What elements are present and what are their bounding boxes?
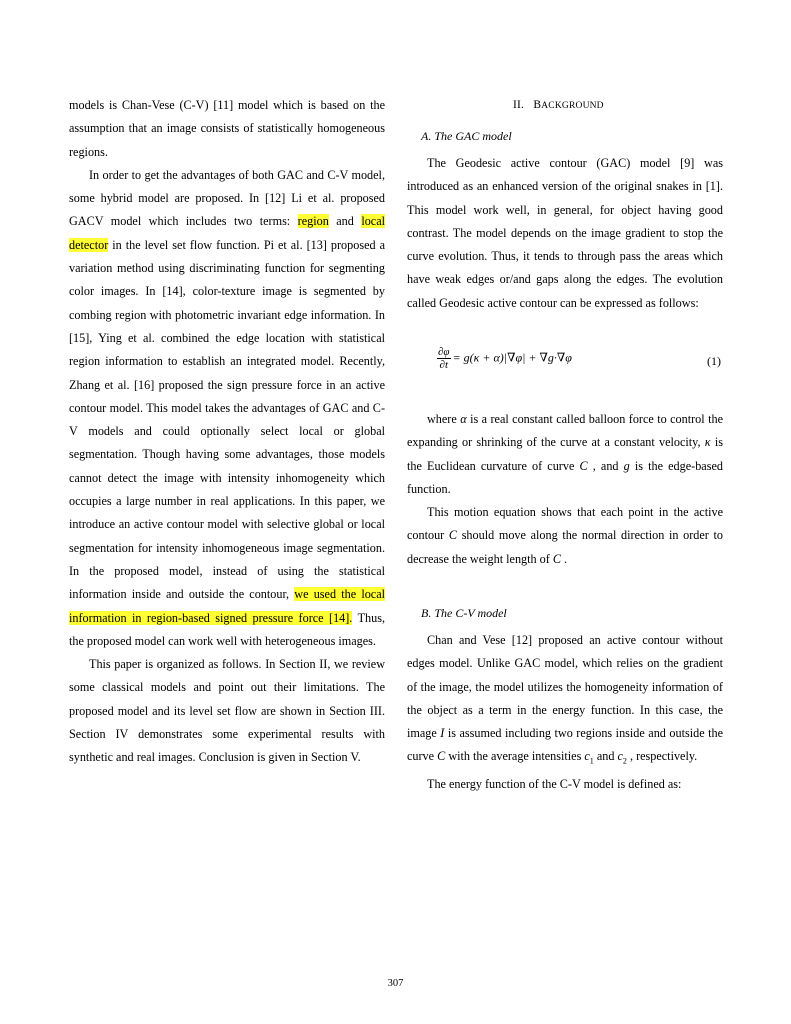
text-run: Chan and Vese [12] proposed an active contour without edges model. Unlike GAC model, which relies on the gradient of the image, the model utilizes the homogeneity information of the object as a term in the energy function. In this case, the image (407, 633, 723, 741)
right-column-gac-continued (407, 408, 723, 571)
text-run: where (427, 412, 461, 426)
paragraph-gac-motion (407, 501, 723, 571)
text-run: should move along the normal direction in order to decrease the weight length of (407, 528, 723, 566)
symbol-c2: c (617, 749, 623, 764)
subscript-2: 2 (622, 756, 627, 766)
symbol-I: I (440, 726, 445, 741)
text-run: In order to get the advantages of both GAC and C-V model, some hybrid model are proposed. In [12] Li et al. proposed GACV model which includes two terms: (69, 167, 385, 229)
section-title: BACKGROUND (533, 99, 604, 111)
highlight-region: region (297, 214, 329, 229)
text-run: This motion equation shows that each point in the active contour (407, 505, 723, 543)
symbol-C: C (552, 551, 561, 566)
text-run: Thus, the proposed model can work well with heterogeneous images. (69, 610, 385, 648)
paragraph-gac-where (407, 408, 723, 501)
paragraph-gac-intro: The Geodesic active contour (GAC) model [9] was introduced as an enhanced version of the original snakes in [1]. This model work well, in general, for object having good contrast. The model depends on the image gradient to stop the curve evolution. Thus, it tends to through pass the areas which have weak edges or/and gaps along the edges. The evolution called Geodesic active contour can be expressed as follows: (407, 156, 723, 310)
paragraph-intro-continued: models is Chan-Vese (C-V) [11] model which is based on the assumption that an image consists of statistically homogeneous regions. (69, 98, 385, 159)
subscript-1: 1 (589, 756, 594, 766)
equation-1: $\frac{\partial\varphi}{\partial t}$ = g(κ + α)|∇φ| + ∇g·∇φ (438, 346, 572, 371)
right-column-cv (407, 629, 723, 797)
text-run: is the Euclidean curvature of curve (407, 435, 723, 473)
paragraph-cv-intro (407, 629, 723, 773)
equation-number: (1) (707, 354, 721, 368)
section-heading (513, 99, 604, 111)
text-run: , and (587, 458, 624, 473)
page-number: 307 (387, 978, 404, 989)
symbol-kappa: κ (704, 435, 711, 450)
symbol-C: C (579, 458, 588, 473)
highlight-local-detector: local detector (69, 214, 385, 252)
text-run: with the average intensities (445, 749, 585, 764)
right-column-gac (407, 152, 723, 315)
text-run: is assumed including two regions inside and outside the curve (407, 726, 724, 764)
text-run: and (328, 214, 362, 229)
symbol-alpha: α (460, 412, 467, 426)
text-run: . (561, 551, 568, 566)
text-run: is a real constant called balloon force to control the expanding or shrinking of the curve at a constant velocity, (407, 412, 723, 450)
partial-derivative: $\frac{\partial\varphi}{\partial t}$ (438, 346, 450, 371)
subsection-cv-heading: B. The C-V model (421, 606, 507, 620)
symbol-g: g (623, 458, 630, 473)
text-run: and (593, 749, 618, 764)
symbol-C: C (437, 749, 446, 764)
section-number: II. (513, 99, 525, 111)
text-run: , respectively. (626, 749, 698, 764)
paragraph-cv-energy: The energy function of the C-V model is defined as: (427, 777, 682, 792)
subsection-gac-heading: A. The GAC model (421, 129, 512, 143)
symbol-C: C (448, 528, 458, 543)
symbol-c1: c (584, 749, 590, 764)
text-run: in the level set flow function. Pi et al. [13] proposed a variation method using discriminating function for segmenting color images. In [14], color-texture image is segmented by combing region with photometric invariant edge information. In [15], Ying et al. combined the edge location with statistical region information to establish an integrated model. Recently, Zhang et al. [16] proposed the sign pressure force in an active contour model. This model takes the advantages of GAC and C-V models and could optionally select local or global segmentation. Though having some advantages, those models cannot detect the image with intensity inhomogeneity which occupies a large number in real applications. In this paper, we introduce an active contour model with selective global or local segmentation for intensity inhomogeneous image segmentation. In the proposed model, instead of using the statistical information inside and outside the contour, (69, 237, 385, 602)
paragraph-hybrid-models (69, 164, 385, 653)
left-column (69, 94, 385, 770)
paragraph-organization: This paper is organized as follows. In Section II, we review some classical models and point out their limitations. The proposed model and its level set flow are shown in Section III. Section IV demonstrates some experimental results with synthetic and real images. Conclusion is given in Section V. (69, 657, 385, 765)
text-run: is the edge-based function. (407, 458, 723, 496)
highlight-local-information: we used the local information in region-based signed pressure force [14]. (69, 587, 385, 625)
